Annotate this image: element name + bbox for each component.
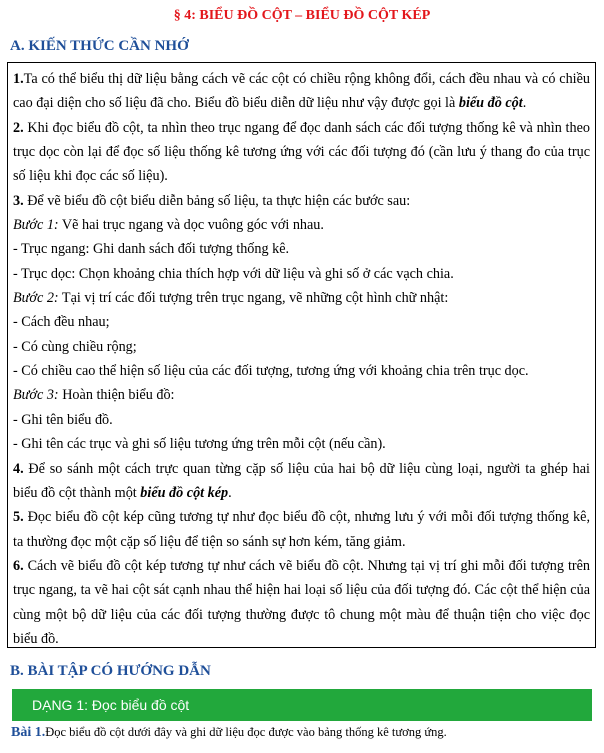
section-b-heading: B. BÀI TẬP CÓ HƯỚNG DẪN [10,663,211,679]
item-text: Đọc biểu đồ cột kép cũng tương tự như đọc biểu đồ cột, nhưng lưu ý với mỗi đối tượng thống kê, ta thường đọc một cặp số liệu để tiện so sánh sự hơn kém, tăng giảm. [13,509,590,550]
step-text: Vẽ hai trục ngang và dọc vuông góc với nhau. [58,217,324,234]
item-text: Khi đọc biểu đồ cột, ta nhìn theo trục ngang để đọc danh sách các đối tượng thống kê và nhìn theo trục dọc còn lại để đọc số liệu thống kê tương ứng với các đối tượng đó (cần lưu ý thang đo của trục số liệu khi đọc các số liệu). [13,119,590,185]
section-a-heading: A. KIẾN THỨC CẦN NHỚ [10,38,189,54]
item-end: . [522,95,527,112]
item-number: 3. [13,192,24,209]
item-number: 2. [13,119,24,136]
step-2-line-b: - Có cùng chiều rộng; [13,338,137,355]
item-text: Để vẽ biểu đồ cột biểu diễn bảng số liệu, ta thực hiện các bước sau: [23,192,411,209]
step-3 [13,383,590,407]
item-number: 5. [13,509,24,526]
step-text: Hoàn thiện biểu đồ: [58,387,175,404]
step-label: Bước 3: [13,387,59,404]
exercise-text: Đọc biểu đồ cột dưới đây và ghi dữ liệu đọc được vào bảng thống kê tương ứng. [45,725,447,739]
step-text: Tại vị trí các đối tượng trên trục ngang, vẽ những cột hình chữ nhật: [58,290,449,307]
knowledge-box [7,62,596,648]
step-2-line-c: - Có chiều cao thể hiện số liệu của các đối tượng, tương ứng với khoảng chia trên trục dọc. [13,363,529,380]
item-number: 6. [13,557,24,574]
item-text: Để so sánh một cách trực quan từng cặp số liệu của hai bộ dữ liệu cùng loại, người ta ghép hai biểu đồ cột thành một [13,460,590,501]
term-bieu-do-cot: biểu đồ cột [458,95,523,112]
item-text: Cách vẽ biểu đồ cột kép tương tự như cách vẽ biểu đồ cột. Nhưng tại vị trí ghi mỗi đối tượng trên trục ngang, ta vẽ hai cột sát cạnh nhau thể hiện hai loại số liệu của đối tượng đó. Các cột thể hiện của cùng một bộ dữ liệu của các đối tượng thường được tô chung một màu để thuận tiện cho việc đọc biểu đồ. [13,557,590,647]
step-3-line-a: - Ghi tên biểu đồ. [13,411,113,428]
step-label: Bước 2: [13,290,59,307]
knowledge-item-2 [13,116,590,189]
page-title: § 4: BIỂU ĐỒ CỘT – BIỂU ĐỒ CỘT KÉP [173,8,431,23]
item-number: 1. [13,71,24,87]
dang-1-banner: DẠNG 1: Đọc biểu đồ cột [12,689,592,721]
step-1-line-a: - Trục ngang: Ghi danh sách đối tượng thống kê. [13,241,290,258]
step-1 [13,213,590,237]
item-number: 4. [13,460,24,477]
knowledge-item-6 [13,554,590,651]
item-text: Ta có thể biểu thị dữ liệu bằng cách vẽ các cột có chiều rộng không đổi, cách đều nhau và có chiều cao đại diện cho số liệu đã cho. Biểu đồ biểu diễn dữ liệu như vậy được gọi là [13,71,590,112]
step-label: Bước 1: [13,217,59,234]
knowledge-item-3 [13,189,590,213]
step-1-line-b: - Trục dọc: Chọn khoảng chia thích hợp với dữ liệu và ghi số ở các vạch chia. [13,265,454,282]
term-bieu-do-cot-kep: biểu đồ cột kép [140,484,229,501]
step-2-line-a: - Cách đều nhau; [13,314,110,331]
knowledge-item-4 [13,457,590,506]
step-2 [13,286,590,310]
step-3-line-b: - Ghi tên các trục và ghi số liệu tương ứng trên mỗi cột (nếu cần). [13,436,386,453]
knowledge-item-5 [13,505,590,554]
item-end: . [228,484,232,501]
knowledge-item-1 [13,67,590,116]
exercise-1 [11,725,447,741]
exercise-number: Bài 1. [11,725,46,740]
